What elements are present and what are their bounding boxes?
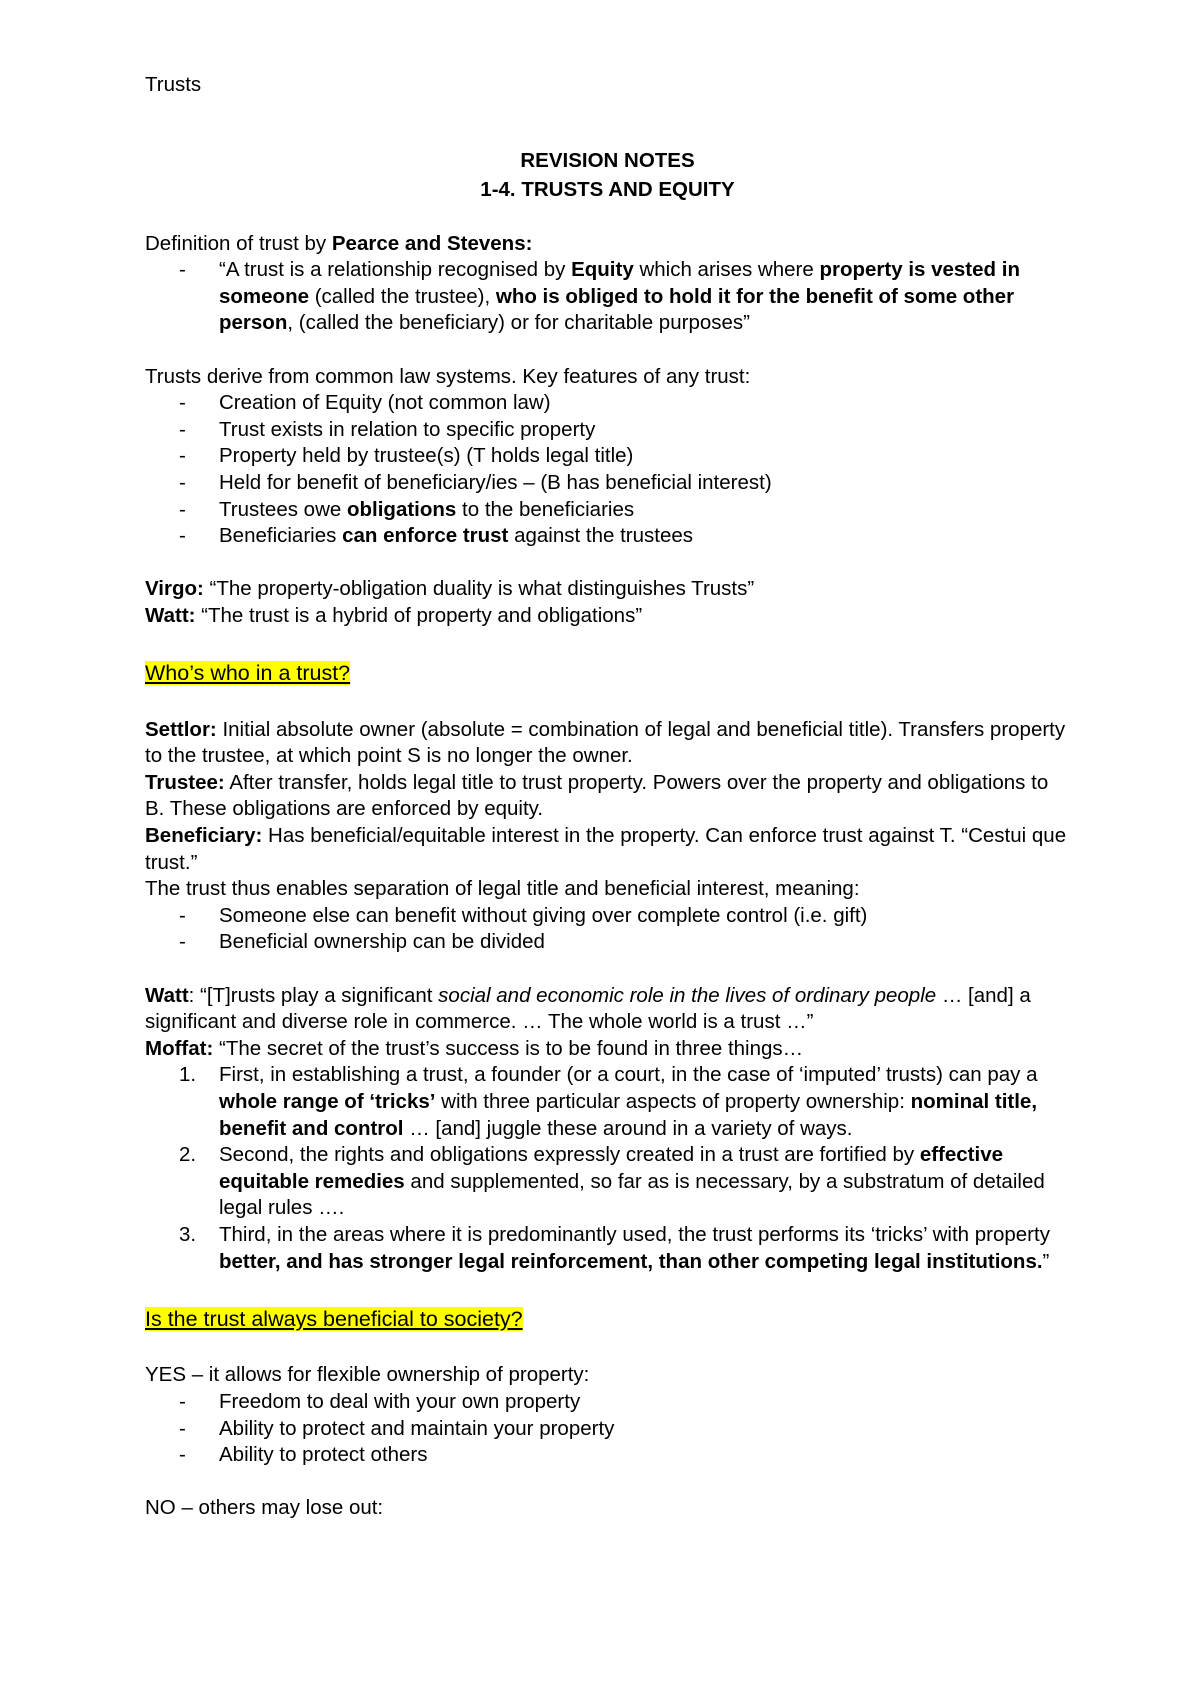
list-item: - Beneficiaries can enforce trust against the trustees [145,523,1070,550]
list-item: - Trust exists in relation to specific property [145,417,1070,444]
list-item: - Property held by trustee(s) (T holds legal title) [145,443,1070,470]
page-header: Trusts [145,73,202,96]
list-item: 1. First, in establishing a trust, a founder (or a court, in the case of ‘imputed’ trusts) can pay a whole range of ‘tricks’ with three particular aspects of property ownership: nominal title, benefit and control … [and] juggle these around in a variety of ways. [179,1063,1038,1140]
list-item: - Ability to protect and maintain your property [145,1416,1070,1443]
watt-quote: Watt: “The trust is a hybrid of property and obligations” [145,603,643,627]
separation-intro: The trust thus enables separation of legal title and beneficial interest, meaning: [145,877,860,901]
definition-intro: Definition of trust by Pearce and Stevens: [145,231,533,255]
document-body [145,146,1070,1522]
list-item: - Creation of Equity (not common law) [145,390,1070,417]
yes-intro: YES – it allows for flexible ownership of property: [145,1363,590,1387]
watt-commerce-quote: Watt: “[T]rusts play a significant social and economic role in the lives of ordinary people … [and] a significant and diverse role in commerce. … The whole world is a trust …” [145,983,1031,1034]
title-revision-notes: REVISION NOTES [520,149,695,172]
title-trusts-and-equity: 1-4. TRUSTS AND EQUITY [480,178,735,201]
title-block [145,146,1070,204]
section-heading-whos-who: Who’s who in a trust? [145,661,351,686]
virgo-quote: Virgo: “The property-obligation duality is what distinguishes Trusts” [145,577,755,601]
settlor-definition: Settlor: Initial absolute owner (absolute = combination of legal and beneficial title). Transfers property to the trustee, at which point S is no longer the owner. [145,717,1066,768]
moffat-quote: Moffat: “The secret of the trust’s success is to be found in three things… [145,1036,804,1060]
list-item: - Beneficial ownership can be divided [145,929,1070,956]
list-item: - Someone else can benefit without giving over complete control (i.e. gift) [145,903,1070,930]
definition-quote: - “A trust is a relationship recognised by Equity which arises where property is vested in someone (called the trustee), who is obliged to hold it for the benefit of some other person, (called the beneficiary) or for charitable purposes” [145,257,1070,337]
definition-list [145,257,1070,337]
beneficiary-definition: Beneficiary: Has beneficial/equitable interest in the property. Can enforce trust against T. “Cestui que trust.” [145,824,1067,874]
features-list [145,390,1070,550]
list-item: 3. Third, in the areas where it is predominantly used, the trust performs its ‘tricks’ with property better, and has stronger legal reinforcement, than other competing legal institutions.” [179,1222,1050,1273]
list-item: - Freedom to deal with your own property [145,1389,1070,1416]
trustee-definition: Trustee: After transfer, holds legal title to trust property. Powers over the property and obligations to B. These obligations are enforced by equity. [145,770,1049,821]
yes-list [145,1389,1070,1469]
moffat-list [145,1062,1070,1275]
list-item: - Ability to protect others [145,1442,1070,1469]
list-item: - Trustees owe obligations to the beneficiaries [145,497,1070,524]
section-heading-beneficial: Is the trust always beneficial to society? [145,1306,523,1331]
separation-list [145,903,1070,956]
features-intro: Trusts derive from common law systems. Key features of any trust: [145,364,751,388]
list-item: - Held for benefit of beneficiary/ies – (B has beneficial interest) [145,470,1070,497]
no-intro: NO – others may lose out: [145,1496,384,1520]
list-item: 2. Second, the rights and obligations expressly created in a trust are fortified by effective equitable remedies and supplemented, so far as is necessary, by a substratum of detailed legal rules …. [179,1143,1045,1220]
